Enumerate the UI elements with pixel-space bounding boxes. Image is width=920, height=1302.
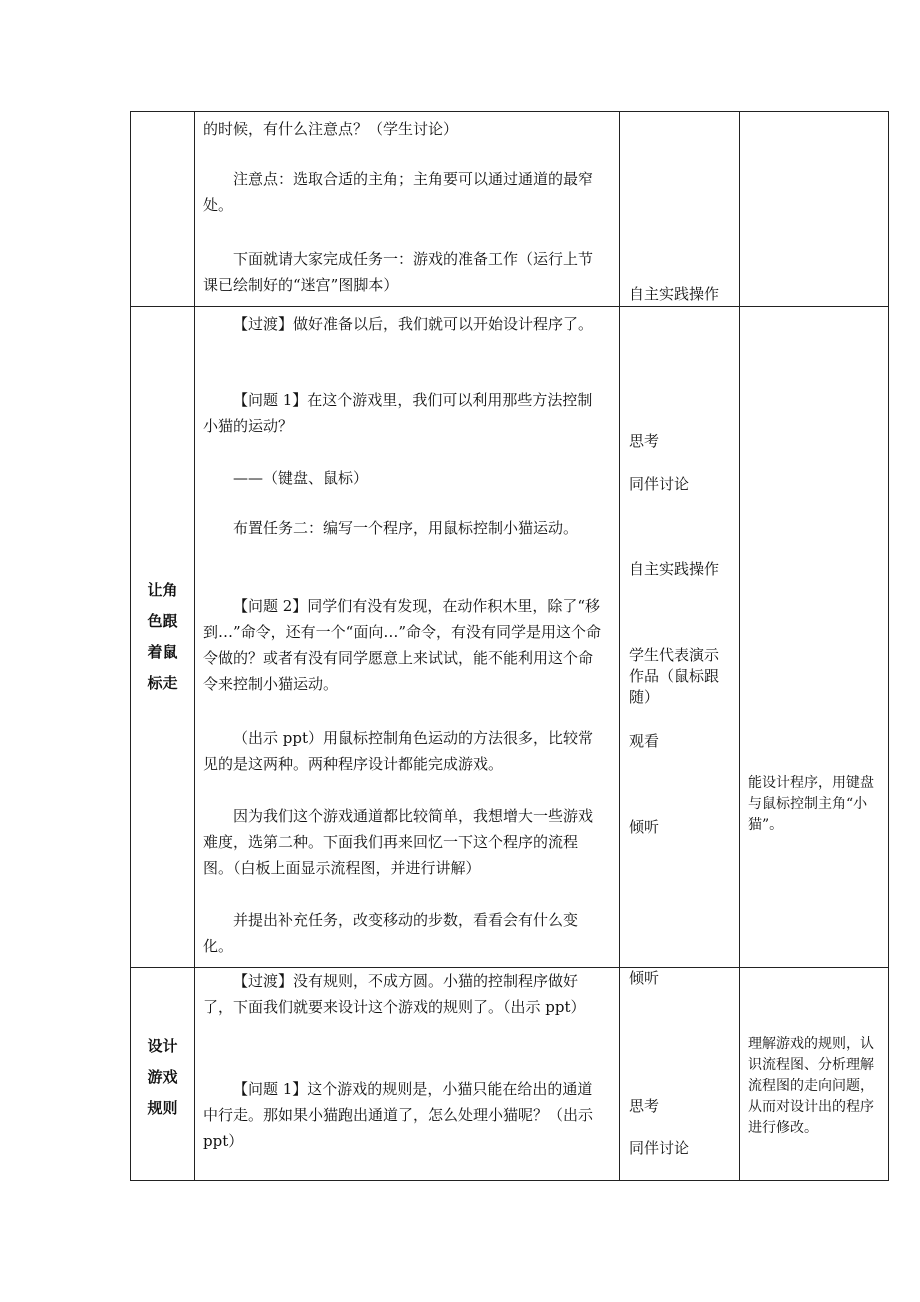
stage-label: 设计 游戏 规则 — [147, 1037, 178, 1117]
table-row — [131, 112, 889, 307]
paragraph: 的时候，有什么注意点？（学生讨论） — [203, 120, 459, 138]
stage-cell — [131, 968, 195, 1181]
paragraph: ——（键盘、鼠标） — [233, 469, 369, 487]
activity-text: 自主实践操作 — [629, 285, 720, 303]
paragraph: 【问题 1】这个游戏的规则是，小猫只能在给出的通道中行走。那如果小猫跑出通道了，怎么处理小猫呢？（出示 ppt） — [203, 1080, 594, 1150]
lesson-plan-table — [130, 111, 889, 1181]
content-cell — [195, 307, 620, 968]
paragraph: 【问题 1】在这个游戏里，我们可以利用那些方法控制小猫的运动？ — [203, 391, 593, 435]
paragraph: 因为我们这个游戏通道都比较简单，我想增大一些游戏难度，选第二种。下面我们再来回忆一下这个程序的流程图。（白板上面显示流程图，并进行讲解） — [203, 807, 594, 877]
paragraph: 下面就请大家完成任务一：游戏的准备工作（运行上节课已绘制好的“迷宫”图脚本） — [203, 250, 594, 294]
content-cell — [195, 968, 620, 1181]
activity-cell — [620, 307, 740, 968]
paragraph: 注意点：选取合适的主角；主角要可以通过通道的最窄处。 — [203, 170, 594, 214]
goal-cell — [740, 307, 889, 968]
activity-text: 倾听 — [629, 818, 660, 836]
goal-text: 能设计程序，用键盘与鼠标控制主角“小猫”。 — [748, 775, 874, 833]
table-row — [131, 307, 889, 968]
goal-text: 理解游戏的规则，认识流程图、分析理解流程图的走向问题，从而对设计出的程序进行修改。 — [748, 1036, 874, 1136]
goal-cell — [740, 968, 889, 1181]
activity-text: 同伴讨论 — [629, 1139, 690, 1157]
activity-cell — [620, 112, 740, 307]
paragraph: （出示 ppt）用鼠标控制角色运动的方法很多，比较常见的是这两种。两种程序设计都能完成游戏。 — [203, 729, 594, 773]
activity-text: 自主实践操作 — [629, 560, 720, 578]
activity-text: 学生代表演示作品（鼠标跟随） — [629, 646, 720, 706]
stage-label: 让角 色跟 着鼠 标走 — [147, 581, 178, 692]
activity-text: 同伴讨论 — [629, 475, 690, 493]
table-row — [131, 968, 889, 1181]
paragraph: 【问题 2】同学们有没有发现，在动作积木里，除了“移到…”命令，还有一个“面向…”命令，有没有同学是用这个命令做的？或者有没有同学愿意上来试试，能不能利用这个命令来控制小猫运动。 — [203, 597, 602, 693]
activity-text: 思考 — [629, 1097, 660, 1115]
stage-cell — [131, 112, 195, 307]
activity-text: 倾听 — [629, 969, 660, 987]
stage-cell — [131, 307, 195, 968]
activity-text: 观看 — [629, 732, 660, 750]
paragraph: 【过渡】做好准备以后，我们就可以开始设计程序了。 — [233, 315, 594, 333]
goal-cell — [740, 112, 889, 307]
content-cell — [195, 112, 620, 307]
activity-text: 思考 — [629, 432, 660, 450]
paragraph: 并提出补充任务，改变移动的步数，看看会有什么变化。 — [203, 911, 579, 955]
activity-cell — [620, 968, 740, 1181]
paragraph: 布置任务二：编写一个程序，用鼠标控制小猫运动。 — [233, 519, 579, 537]
paragraph: 【过渡】没有规则，不成方圆。小猫的控制程序做好了，下面我们就要来设计这个游戏的规则了。（出示 ppt） — [203, 972, 586, 1016]
